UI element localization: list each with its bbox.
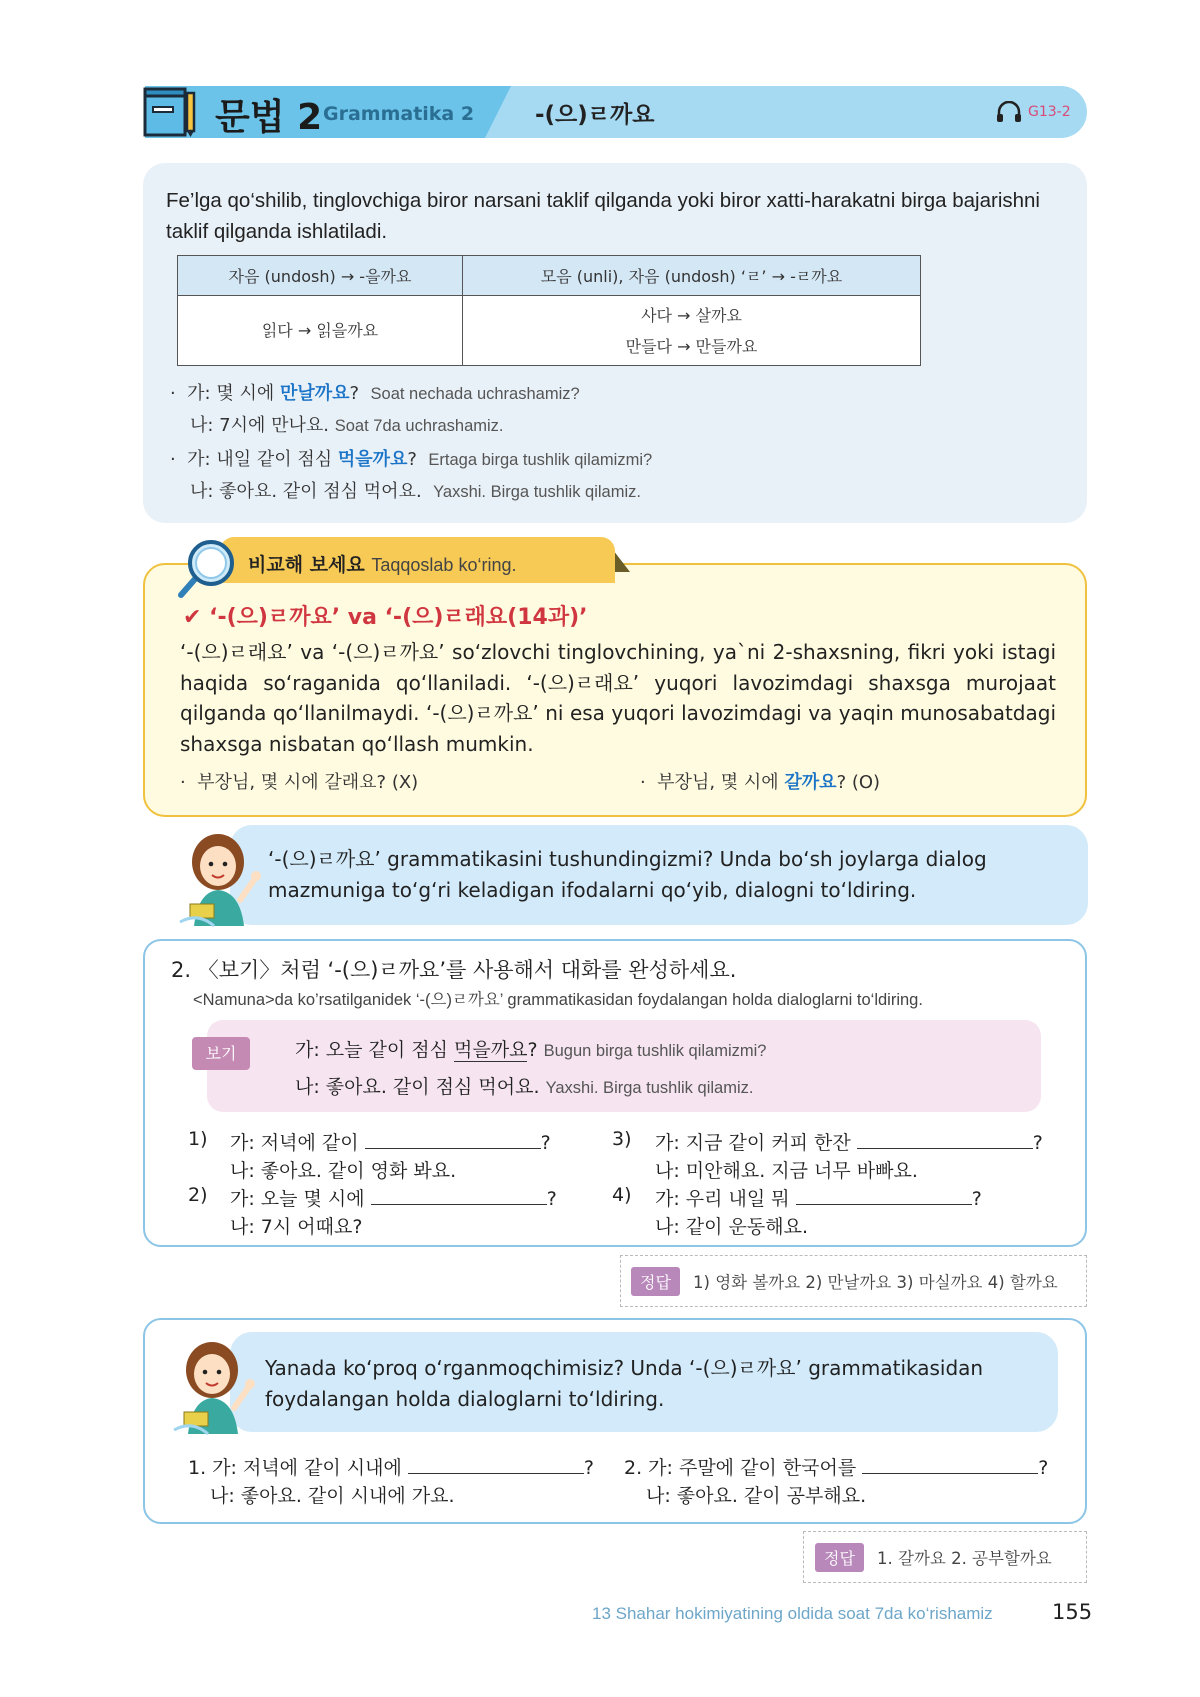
table-cell-vowel-examples	[463, 296, 921, 366]
page-number: 155	[1052, 1600, 1093, 1624]
answer-blank[interactable]	[862, 1454, 1038, 1474]
tip-text: ‘-(으)ㄹ까요’ grammatikasini tushundingizmi? Unda bo‘sh joylarga dialog mazmuniga to‘g‘ri keladigan ifodalarni qo‘yib, dialogni to‘ldiring.	[268, 847, 987, 902]
conjugation-table	[177, 255, 921, 366]
teacher-character-icon	[178, 826, 270, 930]
example-1-question: · 가: 몇 시에 만날까요? Soat nechada uchrashamiz?	[170, 383, 580, 404]
answer-blank[interactable]	[371, 1185, 547, 1205]
answer-blank[interactable]	[796, 1185, 972, 1205]
translation: Ertaga birga tushlik qilamizmi?	[428, 451, 653, 469]
magnifier-icon	[173, 537, 245, 601]
translation: Yaxshi. Birga tushlik qilamiz.	[545, 1079, 754, 1097]
grammar-pattern: -(으)ㄹ까요	[535, 102, 655, 128]
item-3-answer: 나: 미안해요. 지금 너무 바빠요.	[655, 1160, 918, 1182]
compare-body: ‘-(으)ㄹ래요’ va ‘-(으)ㄹ까요’ so‘zlovchi tinglovchining, ya`ni 2-shaxsning, fikri yoki istagi haqida so‘raganida qo‘llaniladi. ‘-(으)ㄹ래요’ yuqori lavozimdagi shaxsga murojaat qilganda qo‘llanilmaydi. ‘-(으)ㄹ까요’ ni esa yuqori lavozimdagi va yaqin munosabatdagi shaxsga nisbatan qo‘llash mumkin.	[180, 640, 1056, 756]
example-question: 가: 오늘 같이 점심 먹을까요? Bugun birga tushlik qilamizmi?	[295, 1039, 767, 1061]
item-2-question: 가: 오늘 몇 시에 ?	[230, 1184, 557, 1211]
item-number: 2)	[188, 1184, 208, 1206]
compare-example-wrong: · 부장님, 몇 시에 갈래요? (X)	[180, 772, 419, 793]
item-number: 3)	[612, 1128, 632, 1150]
example-2	[170, 444, 1050, 508]
example-answer-underlined: 먹을까요	[454, 1039, 528, 1061]
translation: Soat 7da uchrashamiz.	[334, 417, 504, 435]
practice-item-2-question: 2. 가: 주말에 같이 한국어를 ?	[624, 1453, 1048, 1480]
exercise-title: 2. 〈보기〉처럼 ‘-(으)ㄹ까요’를 사용해서 대화를 완성하세요.	[171, 958, 737, 982]
headphones-icon	[996, 101, 1022, 123]
item-4-question: 가: 우리 내일 뭐 ?	[655, 1184, 982, 1211]
lesson-title-footer: 13 Shahar hokimiyatining oldida soat 7da ko‘rishamiz	[592, 1604, 993, 1623]
teacher-character-icon	[172, 1334, 264, 1438]
compare-example-right: · 부장님, 몇 시에 갈까요? (O)	[640, 772, 881, 793]
check-icon: ✔	[183, 605, 202, 630]
answer-blank[interactable]	[365, 1129, 541, 1149]
example-label: 보기	[192, 1037, 250, 1070]
item-1-answer: 나: 좋아요. 같이 영화 봐요.	[230, 1160, 457, 1182]
compare-heading: ✔ ‘-(으)ㄹ까요’ va ‘-(으)ㄹ래요(14과)’	[183, 605, 588, 630]
item-number: 1)	[188, 1128, 208, 1150]
answer-key-2-content	[815, 1543, 1052, 1572]
answer-key-text: 1. 갈까요 2. 공부할까요	[877, 1549, 1052, 1568]
table-header-vowel: 모음 (unli), 자음 (undosh) ‘ㄹ’ → -ㄹ까요	[463, 256, 921, 296]
item-2-answer: 나: 7시 어때요?	[230, 1216, 363, 1238]
practice-item-2-answer: 나: 좋아요. 같이 공부해요.	[646, 1485, 867, 1507]
table-vowel-example-1: 사다 → 살까요	[641, 305, 742, 325]
answer-key-label: 정답	[815, 1543, 864, 1572]
answer-blank[interactable]	[408, 1454, 584, 1474]
table-vowel-example-2: 만들다 → 만들까요	[625, 336, 758, 356]
example-1-answer: 나: 7시에 만나요. Soat 7da uchrashamiz.	[190, 415, 504, 436]
compare-title-translation: Taqqoslab ko‘ring.	[371, 555, 517, 575]
answer-key-content	[631, 1267, 1058, 1296]
section-number: 문법 2	[215, 97, 323, 138]
item-4-answer: 나: 같이 운동해요.	[655, 1216, 808, 1238]
translation: Bugun birga tushlik qilamizmi?	[543, 1042, 767, 1060]
tip-text-2: Yanada ko‘proq o‘rganmoqchimisiz? Unda ‘-(으)ㄹ까요’ grammatikasidan foydalangan holda dialoglarni to‘ldiring.	[265, 1356, 984, 1411]
audio-track[interactable]	[996, 100, 1071, 124]
example-1	[170, 378, 1050, 442]
translation: Soat nechada uchrashamiz?	[370, 385, 580, 403]
track-label: G13-2	[1028, 104, 1071, 120]
answer-key-label: 정답	[631, 1267, 680, 1296]
exercise-subtitle: <Namuna>da ko’rsatilganidek ‘-(으)ㄹ까요’ grammatikasidan foydalangan holda dialoglarni to‘ldiring.	[193, 991, 923, 1009]
answer-key-text: 1) 영화 볼까요 2) 만날까요 3) 마실까요 4) 할까요	[693, 1273, 1058, 1292]
table-cell-consonant-example: 읽다 → 읽을까요	[178, 296, 463, 366]
table-header-consonant: 자음 (undosh) → -을까요	[178, 256, 463, 296]
translation: Yaxshi. Birga tushlik qilamiz.	[433, 483, 641, 501]
highlighted-form: 먹을까요	[337, 449, 408, 470]
item-3-question: 가: 지금 같이 커피 한잔 ?	[655, 1128, 1043, 1155]
highlighted-form: 만날까요	[279, 383, 350, 404]
book-icon	[143, 85, 197, 139]
item-1-question: 가: 저녁에 같이 ?	[230, 1128, 551, 1155]
intro-text: Fe’lga qo‘shilib, tinglovchiga biror narsani taklif qilganda yoki biror xatti-harakatni birga bajarishni taklif qilganda ishlatiladi.	[166, 189, 1040, 243]
example-2-question: · 가: 내일 같이 점심 먹을까요? Ertaga birga tushlik qilamizmi?	[170, 449, 653, 470]
answer-blank[interactable]	[857, 1129, 1033, 1149]
example-2-answer: 나: 좋아요. 같이 점심 먹어요. Yaxshi. Birga tushlik qilamiz.	[190, 481, 641, 502]
highlighted-form: 갈까요	[784, 772, 837, 793]
compare-title: 비교해 보세요 Taqqoslab ko‘ring.	[248, 554, 517, 576]
practice-item-1-question: 1. 가: 저녁에 같이 시내에 ?	[188, 1453, 594, 1480]
practice-item-1-answer: 나: 좋아요. 같이 시내에 가요.	[210, 1485, 455, 1507]
item-number: 4)	[612, 1184, 632, 1206]
section-subtitle: Grammatika 2	[323, 103, 475, 125]
example-answer: 나: 좋아요. 같이 점심 먹어요. Yaxshi. Birga tushlik qilamiz.	[295, 1076, 754, 1098]
header-banner-slant	[485, 86, 511, 138]
